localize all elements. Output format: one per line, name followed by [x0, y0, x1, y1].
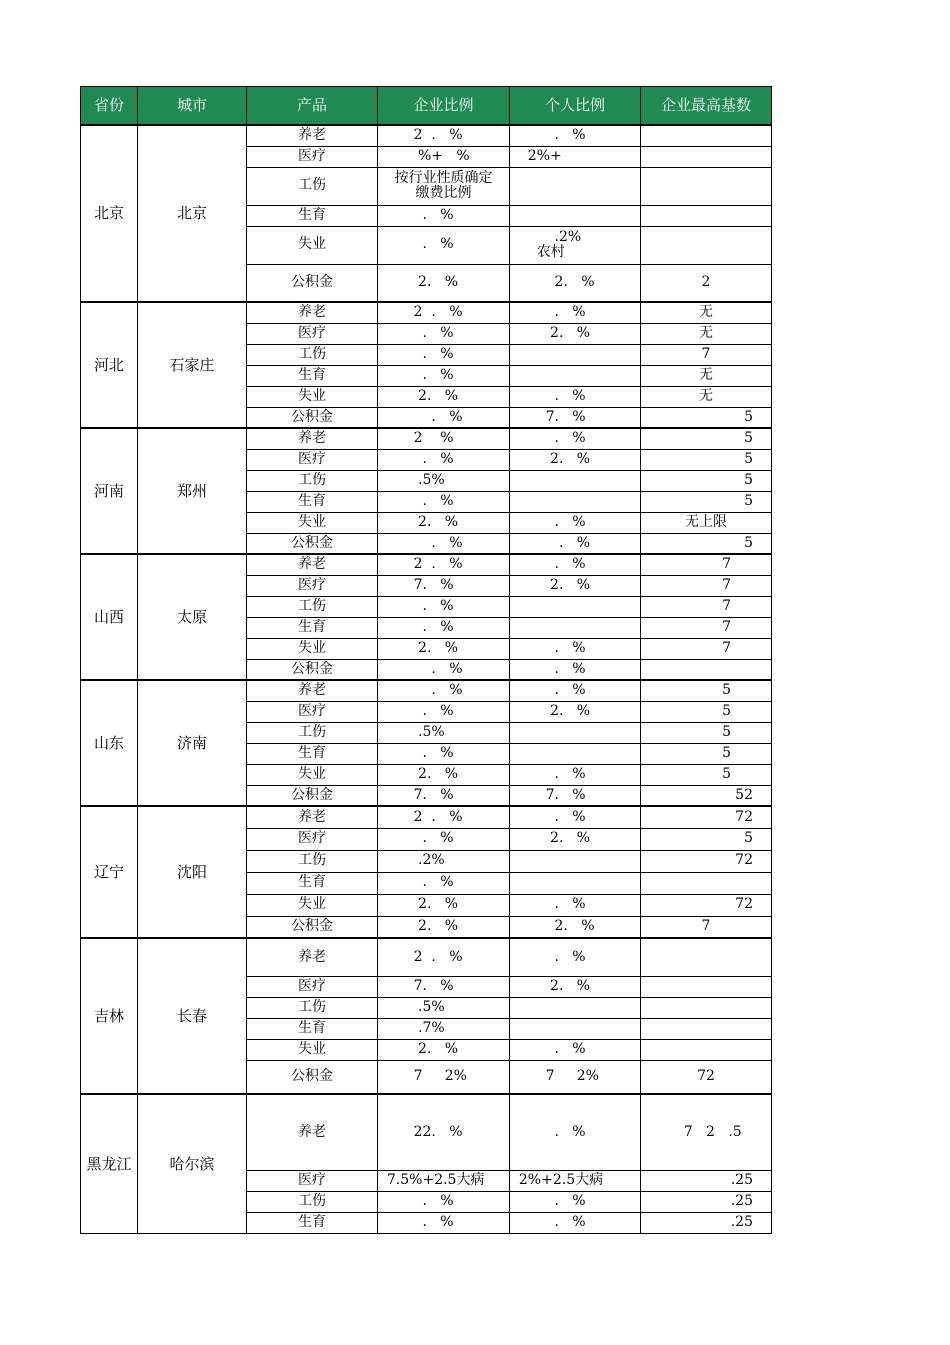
individual-ratio-cell: 2. % — [510, 916, 641, 938]
enterprise-max-base-cell: 7 — [641, 554, 772, 575]
product-cell: 公积金 — [247, 264, 378, 302]
enterprise-ratio-cell: . % — [378, 828, 510, 850]
enterprise-ratio-cell: . % — [378, 491, 510, 512]
enterprise-max-base-cell — [641, 997, 772, 1018]
city-cell: 沈阳 — [138, 806, 247, 938]
enterprise-max-base-cell: 2 — [641, 264, 772, 302]
province-cell: 河北 — [81, 302, 138, 428]
enterprise-max-base-cell: 5 — [641, 828, 772, 850]
product-cell: 养老 — [247, 554, 378, 575]
enterprise-max-base-cell: 72 — [641, 850, 772, 872]
enterprise-ratio-cell: 7. % — [378, 976, 510, 997]
enterprise-ratio-cell: 2. % — [378, 638, 510, 659]
product-cell: 生育 — [247, 743, 378, 764]
individual-ratio-cell — [510, 205, 641, 226]
enterprise-max-base-cell: .25 — [641, 1191, 772, 1212]
product-cell: 生育 — [247, 1018, 378, 1039]
product-cell: 工伤 — [247, 596, 378, 617]
enterprise-ratio-cell: 2. % — [378, 512, 510, 533]
individual-ratio-cell: 2. % — [510, 828, 641, 850]
table-row — [81, 680, 772, 701]
individual-ratio-cell: . % — [510, 1094, 641, 1170]
product-cell: 医疗 — [247, 146, 378, 167]
enterprise-max-base-cell — [641, 872, 772, 894]
enterprise-max-base-cell: 5 — [641, 533, 772, 554]
individual-ratio-cell — [510, 470, 641, 491]
province-group — [81, 680, 772, 806]
header-city: 城市 — [138, 87, 247, 126]
enterprise-ratio-cell: %+ % — [378, 146, 510, 167]
province-cell: 河南 — [81, 428, 138, 554]
enterprise-max-base-cell — [641, 976, 772, 997]
enterprise-ratio-cell: 2 . % — [378, 554, 510, 575]
enterprise-max-base-cell: 5 — [641, 449, 772, 470]
individual-ratio-cell — [510, 491, 641, 512]
city-cell: 石家庄 — [138, 302, 247, 428]
product-cell: 生育 — [247, 1212, 378, 1233]
enterprise-max-base-cell: 5 — [641, 764, 772, 785]
enterprise-max-base-cell: 5 — [641, 407, 772, 428]
enterprise-max-base-cell — [641, 1018, 772, 1039]
product-cell: 养老 — [247, 680, 378, 701]
enterprise-max-base-cell: 52 — [641, 785, 772, 806]
enterprise-ratio-cell: 7. % — [378, 785, 510, 806]
individual-ratio-cell: . % — [510, 386, 641, 407]
province-cell: 山西 — [81, 554, 138, 680]
enterprise-ratio-cell: . % — [378, 533, 510, 554]
product-cell: 失业 — [247, 1039, 378, 1060]
enterprise-ratio-cell: 2. % — [378, 894, 510, 916]
enterprise-ratio-cell: . % — [378, 872, 510, 894]
individual-ratio-cell: 2. % — [510, 264, 641, 302]
enterprise-ratio-cell: 2. % — [378, 1039, 510, 1060]
enterprise-ratio-cell: .7% — [378, 1018, 510, 1039]
individual-ratio-cell — [510, 1018, 641, 1039]
product-cell: 医疗 — [247, 1170, 378, 1191]
product-cell: 养老 — [247, 125, 378, 146]
individual-ratio-cell: . % — [510, 1191, 641, 1212]
enterprise-max-base-cell: 无 — [641, 365, 772, 386]
individual-ratio-cell: . % — [510, 512, 641, 533]
product-cell: 失业 — [247, 512, 378, 533]
product-cell: 医疗 — [247, 575, 378, 596]
enterprise-ratio-cell: . % — [378, 701, 510, 722]
product-cell: 养老 — [247, 806, 378, 828]
individual-ratio-cell: 2. % — [510, 323, 641, 344]
enterprise-max-base-cell: 5 — [641, 722, 772, 743]
product-cell: 公积金 — [247, 916, 378, 938]
enterprise-max-base-cell: 72 — [641, 894, 772, 916]
product-cell: 公积金 — [247, 533, 378, 554]
enterprise-ratio-cell: . % — [378, 323, 510, 344]
product-cell: 养老 — [247, 428, 378, 449]
individual-ratio-cell: 2. % — [510, 701, 641, 722]
enterprise-max-base-cell: 无 — [641, 302, 772, 323]
enterprise-ratio-cell: 7 2% — [378, 1060, 510, 1094]
city-cell: 济南 — [138, 680, 247, 806]
province-group — [81, 302, 772, 428]
table-row — [81, 125, 772, 146]
enterprise-ratio-cell: 2. % — [378, 386, 510, 407]
enterprise-ratio-cell: . % — [378, 226, 510, 264]
individual-ratio-cell: . % — [510, 680, 641, 701]
enterprise-max-base-cell: 5 — [641, 428, 772, 449]
city-cell: 长春 — [138, 938, 247, 1094]
individual-ratio-cell — [510, 344, 641, 365]
enterprise-ratio-cell: 按行业性质确定 缴费比例 — [378, 167, 510, 205]
enterprise-ratio-cell: 2. % — [378, 764, 510, 785]
province-group — [81, 125, 772, 302]
product-cell: 生育 — [247, 365, 378, 386]
enterprise-ratio-cell: . % — [378, 344, 510, 365]
enterprise-ratio-cell: . % — [378, 596, 510, 617]
enterprise-max-base-cell: 5 — [641, 743, 772, 764]
enterprise-ratio-cell: . % — [378, 449, 510, 470]
province-group — [81, 554, 772, 680]
enterprise-ratio-cell: 2 . % — [378, 125, 510, 146]
product-cell: 公积金 — [247, 659, 378, 680]
table-row — [81, 302, 772, 323]
individual-ratio-cell: 2. % — [510, 449, 641, 470]
individual-ratio-cell: . % — [510, 659, 641, 680]
province-cell: 辽宁 — [81, 806, 138, 938]
enterprise-ratio-cell: . % — [378, 205, 510, 226]
enterprise-max-base-cell: 5 — [641, 470, 772, 491]
enterprise-max-base-cell: .25 — [641, 1170, 772, 1191]
individual-ratio-cell: . % — [510, 1212, 641, 1233]
product-cell: 医疗 — [247, 828, 378, 850]
product-cell: 医疗 — [247, 701, 378, 722]
city-cell: 哈尔滨 — [138, 1094, 247, 1233]
individual-ratio-cell: . % — [510, 894, 641, 916]
enterprise-ratio-cell: . % — [378, 617, 510, 638]
product-cell: 公积金 — [247, 785, 378, 806]
product-cell: 失业 — [247, 764, 378, 785]
enterprise-max-base-cell — [641, 938, 772, 976]
enterprise-max-base-cell: 5 — [641, 701, 772, 722]
product-cell: 生育 — [247, 617, 378, 638]
table-row — [81, 1094, 772, 1170]
enterprise-ratio-cell: 2 . % — [378, 302, 510, 323]
province-cell: 北京 — [81, 125, 138, 302]
province-group — [81, 1094, 772, 1233]
enterprise-max-base-cell: 5 — [641, 680, 772, 701]
header-province: 省份 — [81, 87, 138, 126]
individual-ratio-cell: 2%+ — [510, 146, 641, 167]
individual-ratio-cell: 7. % — [510, 407, 641, 428]
enterprise-ratio-cell: .5% — [378, 722, 510, 743]
enterprise-ratio-cell: 2 . % — [378, 806, 510, 828]
enterprise-max-base-cell: 7 — [641, 916, 772, 938]
product-cell: 失业 — [247, 894, 378, 916]
enterprise-ratio-cell: . % — [378, 659, 510, 680]
enterprise-max-base-cell — [641, 146, 772, 167]
enterprise-max-base-cell — [641, 205, 772, 226]
enterprise-max-base-cell: 无上限 — [641, 512, 772, 533]
individual-ratio-cell: . % — [510, 533, 641, 554]
product-cell: 工伤 — [247, 344, 378, 365]
individual-ratio-cell: 2. % — [510, 575, 641, 596]
individual-ratio-cell — [510, 617, 641, 638]
enterprise-ratio-cell: . % — [378, 680, 510, 701]
city-cell: 北京 — [138, 125, 247, 302]
table-row — [81, 428, 772, 449]
individual-ratio-cell: 2. % — [510, 976, 641, 997]
enterprise-max-base-cell: 7 — [641, 596, 772, 617]
table-row — [81, 938, 772, 976]
product-cell: 医疗 — [247, 976, 378, 997]
enterprise-max-base-cell: 无 — [641, 323, 772, 344]
product-cell: 工伤 — [247, 167, 378, 205]
enterprise-max-base-cell: 7 — [641, 575, 772, 596]
product-cell: 生育 — [247, 872, 378, 894]
header-product: 产品 — [247, 87, 378, 126]
enterprise-max-base-cell: 无 — [641, 386, 772, 407]
product-cell: 养老 — [247, 938, 378, 976]
enterprise-max-base-cell: 5 — [641, 491, 772, 512]
product-cell: 公积金 — [247, 407, 378, 428]
enterprise-ratio-cell: 22. % — [378, 1094, 510, 1170]
product-cell: 医疗 — [247, 449, 378, 470]
province-group — [81, 938, 772, 1094]
individual-ratio-cell: . % — [510, 428, 641, 449]
individual-ratio-cell: . % — [510, 554, 641, 575]
enterprise-max-base-cell — [641, 125, 772, 146]
individual-ratio-cell — [510, 743, 641, 764]
enterprise-ratio-cell: 2 % — [378, 428, 510, 449]
enterprise-ratio-cell: . % — [378, 1191, 510, 1212]
individual-ratio-cell: . % — [510, 806, 641, 828]
product-cell: 工伤 — [247, 722, 378, 743]
social-insurance-table — [80, 86, 772, 1234]
product-cell: 工伤 — [247, 470, 378, 491]
product-cell: 养老 — [247, 1094, 378, 1170]
individual-ratio-cell: 7 2% — [510, 1060, 641, 1094]
enterprise-ratio-cell: 2 . % — [378, 938, 510, 976]
individual-ratio-cell: .2% 农村 — [510, 226, 641, 264]
enterprise-ratio-cell: . % — [378, 365, 510, 386]
product-cell: 失业 — [247, 386, 378, 407]
enterprise-ratio-cell: . % — [378, 407, 510, 428]
individual-ratio-cell: . % — [510, 1039, 641, 1060]
product-cell: 工伤 — [247, 850, 378, 872]
enterprise-ratio-cell: . % — [378, 743, 510, 764]
individual-ratio-cell: 2%+2.5大病 — [510, 1170, 641, 1191]
enterprise-max-base-cell — [641, 1039, 772, 1060]
product-cell: 医疗 — [247, 323, 378, 344]
product-cell: 生育 — [247, 491, 378, 512]
enterprise-ratio-cell: 2. % — [378, 264, 510, 302]
individual-ratio-cell: . % — [510, 938, 641, 976]
individual-ratio-cell: 7. % — [510, 785, 641, 806]
province-group — [81, 806, 772, 938]
city-cell: 郑州 — [138, 428, 247, 554]
enterprise-ratio-cell: . % — [378, 1212, 510, 1233]
product-cell: 养老 — [247, 302, 378, 323]
enterprise-max-base-cell — [641, 659, 772, 680]
enterprise-max-base-cell: 72 — [641, 806, 772, 828]
enterprise-max-base-cell: 7 2 .5 — [641, 1094, 772, 1170]
province-cell: 黑龙江 — [81, 1094, 138, 1233]
enterprise-ratio-cell: .5% — [378, 997, 510, 1018]
header-enterprise-ratio: 企业比例 — [378, 87, 510, 126]
enterprise-max-base-cell — [641, 167, 772, 205]
individual-ratio-cell: . % — [510, 638, 641, 659]
enterprise-max-base-cell: 7 — [641, 344, 772, 365]
enterprise-max-base-cell: 7 — [641, 617, 772, 638]
enterprise-ratio-cell: 7. % — [378, 575, 510, 596]
header-enterprise-max-base: 企业最高基数 — [641, 87, 772, 126]
enterprise-ratio-cell: .5% — [378, 470, 510, 491]
product-cell: 失业 — [247, 638, 378, 659]
enterprise-max-base-cell — [641, 226, 772, 264]
province-group — [81, 428, 772, 554]
individual-ratio-cell — [510, 167, 641, 205]
individual-ratio-cell: . % — [510, 764, 641, 785]
product-cell: 生育 — [247, 205, 378, 226]
province-cell: 吉林 — [81, 938, 138, 1094]
product-cell: 公积金 — [247, 1060, 378, 1094]
individual-ratio-cell — [510, 997, 641, 1018]
enterprise-ratio-cell: 2. % — [378, 916, 510, 938]
product-cell: 工伤 — [247, 1191, 378, 1212]
city-cell: 太原 — [138, 554, 247, 680]
header-individual-ratio: 个人比例 — [510, 87, 641, 126]
individual-ratio-cell: . % — [510, 125, 641, 146]
individual-ratio-cell — [510, 365, 641, 386]
enterprise-max-base-cell: 72 — [641, 1060, 772, 1094]
product-cell: 工伤 — [247, 997, 378, 1018]
enterprise-ratio-cell: 7.5%+2.5大病 — [378, 1170, 510, 1191]
province-cell: 山东 — [81, 680, 138, 806]
individual-ratio-cell — [510, 596, 641, 617]
enterprise-ratio-cell: .2% — [378, 850, 510, 872]
header-row — [81, 87, 772, 126]
table-row — [81, 554, 772, 575]
individual-ratio-cell — [510, 850, 641, 872]
table-row — [81, 806, 772, 828]
individual-ratio-cell — [510, 722, 641, 743]
individual-ratio-cell: . % — [510, 302, 641, 323]
enterprise-max-base-cell: 7 — [641, 638, 772, 659]
individual-ratio-cell — [510, 872, 641, 894]
enterprise-max-base-cell: .25 — [641, 1212, 772, 1233]
product-cell: 失业 — [247, 226, 378, 264]
